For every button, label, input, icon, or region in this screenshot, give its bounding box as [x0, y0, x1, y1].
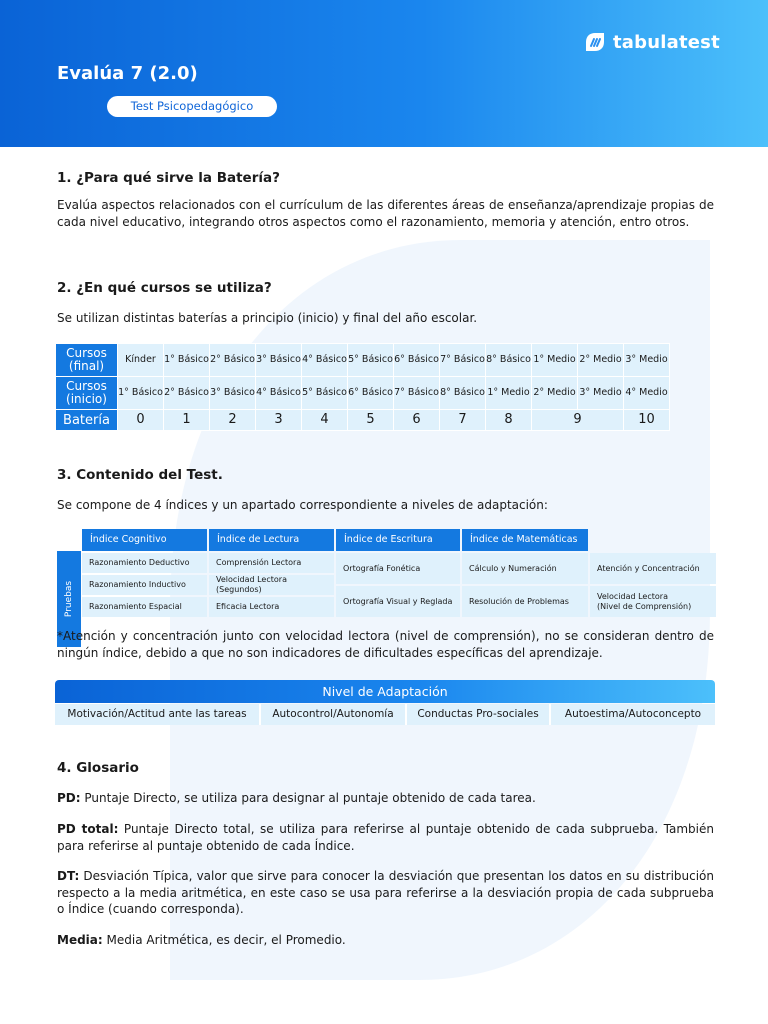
course-cell: 1° Medio [486, 377, 532, 410]
course-cell: 3° Medio [578, 377, 624, 410]
course-cell: 4° Medio [624, 377, 670, 410]
table-cell: Velocidad Lectora (Segundos) [209, 575, 334, 595]
glossary-definition: Puntaje Directo, se utiliza para designar al puntaje obtenido de cada tarea. [80, 791, 536, 805]
battery-cell: 9 [532, 410, 624, 431]
course-cell: 8° Básico [440, 377, 486, 410]
glossary-definition: Puntaje Directo total, se utiliza para referirse al puntaje obtenido de cada subprueba. También para referirse al puntaje obtenido de cada Índice. [57, 822, 715, 853]
battery-cell: 10 [624, 410, 670, 431]
course-cell: 2° Básico [164, 377, 210, 410]
adaptation-cell: Autoestima/Autoconcepto [551, 704, 715, 725]
table-cell: Atención y Concentración [590, 553, 716, 584]
section-2-heading: 2. ¿En qué cursos se utiliza? [57, 280, 272, 296]
section-3-text: Se compone de 4 índices y un apartado correspondiente a niveles de adaptación: [57, 498, 548, 512]
table-cell: Razonamiento Inductivo [82, 575, 207, 595]
table-cell: Resolución de Problemas [462, 586, 588, 617]
course-cell: 1° Básico [164, 344, 210, 377]
row-label-inicio: Cursos (inicio) [56, 377, 118, 410]
table-cell: Comprensión Lectora [209, 553, 334, 573]
row-label-final: Cursos (final) [56, 344, 118, 377]
glossary-term: Media: [57, 933, 103, 947]
col-indice-escritura: Índice de Escritura [336, 529, 460, 551]
section-2-text: Se utilizan distintas baterías a principio (inicio) y final del año escolar. [57, 311, 478, 325]
course-cell: 1° Básico [118, 377, 164, 410]
battery-cell: 6 [394, 410, 440, 431]
course-cell: 2° Básico [210, 344, 256, 377]
page-header [0, 0, 768, 147]
section-1-text: Evalúa aspectos relacionados con el currículum de las diferentes áreas de enseñanza/aprendizaje propias de cada nivel educativo, integrando otros aspectos como el razonamiento, memoria y atención, entro otros. [57, 198, 714, 229]
courses-table [55, 343, 670, 431]
battery-cell: 8 [486, 410, 532, 431]
glossary-definition: Media Aritmética, es decir, el Promedio. [102, 933, 346, 947]
table-cell: Razonamiento Espacial [82, 597, 207, 617]
glossary-term: PD total: [57, 822, 119, 836]
col-indice-matematicas: Índice de Matemáticas [462, 529, 588, 551]
col-indice-lectura: Índice de Lectura [209, 529, 334, 551]
table-row-inicio [56, 377, 670, 410]
glossary-item [57, 868, 714, 918]
brand-logo [583, 30, 720, 54]
course-cell: 2° Medio [578, 344, 624, 377]
course-cell: 6° Básico [394, 344, 440, 377]
adaptation-cell: Conductas Pro-sociales [407, 704, 551, 725]
section-3-heading: 3. Contenido del Test. [57, 467, 223, 483]
tabulatest-logo-icon [583, 30, 607, 54]
table-cell: Ortografía Fonética [336, 553, 460, 584]
section-1-heading: 1. ¿Para qué sirve la Batería? [57, 170, 280, 186]
adaptation-title: Nivel de Adaptación [55, 680, 715, 703]
table-cell: Cálculo y Numeración [462, 553, 588, 584]
glossary-definition: Desviación Típica, valor que sirve para conocer la desviación que presentan los datos en su distribución respecto a la media aritmética, en este caso se usa para referirse a la desviación propia de cada subprueba o Índice (cuando corresponda). [57, 869, 714, 916]
table-row-bateria [56, 410, 670, 431]
battery-cell: 2 [210, 410, 256, 431]
table-cell [590, 586, 716, 617]
course-cell: 3° Medio [624, 344, 670, 377]
col-indice-cognitivo: Índice Cognitivo [82, 529, 207, 551]
table-row-final [56, 344, 670, 377]
course-cell: 4° Básico [256, 377, 302, 410]
table-cell: Ortografía Visual y Reglada [336, 586, 460, 617]
section-3-note: *Atención y concentración junto con velocidad lectora (nivel de comprensión), no se consideran dentro de ningún índice, debido a que no son indicadores de dificultades específicas del aprendizaje. [57, 629, 714, 660]
battery-cell: 1 [164, 410, 210, 431]
course-cell: 5° Básico [348, 344, 394, 377]
glossary-term: DT: [57, 869, 80, 883]
course-cell: 5° Básico [302, 377, 348, 410]
glossary-term: PD: [57, 791, 81, 805]
battery-cell: 7 [440, 410, 486, 431]
battery-cell: 4 [302, 410, 348, 431]
glossary-item [57, 821, 714, 854]
course-cell: 3° Básico [256, 344, 302, 377]
adaptation-cell: Motivación/Actitud ante las tareas [55, 704, 261, 725]
table-cell: Eficacia Lectora [209, 597, 334, 617]
adaptation-cell: Autocontrol/Autonomía [261, 704, 407, 725]
page-title: Evalúa 7 (2.0) [57, 63, 198, 84]
table-cell: Razonamiento Deductivo [82, 553, 207, 573]
course-cell: 2° Medio [532, 377, 578, 410]
brand-name: tabulatest [613, 31, 720, 53]
course-cell: 7° Básico [394, 377, 440, 410]
category-badge: Test Psicopedagógico [107, 96, 277, 117]
course-cell: 3° Básico [210, 377, 256, 410]
glossary-item [57, 932, 714, 949]
section-4-heading: 4. Glosario [57, 760, 139, 776]
course-cell: Kínder [118, 344, 164, 377]
adaptation-row [55, 704, 715, 725]
battery-cell: 5 [348, 410, 394, 431]
course-cell: 8° Básico [486, 344, 532, 377]
glossary-item [57, 790, 714, 807]
pruebas-side-label: Pruebas [57, 551, 81, 647]
course-cell: 6° Básico [348, 377, 394, 410]
course-cell: 7° Básico [440, 344, 486, 377]
cell-line: Velocidad Lectora [597, 591, 668, 601]
course-cell: 4° Básico [302, 344, 348, 377]
row-label-bateria: Batería [56, 410, 118, 431]
battery-cell: 3 [256, 410, 302, 431]
cell-line: (Nivel de Comprensión) [597, 601, 692, 611]
battery-cell: 0 [118, 410, 164, 431]
course-cell: 1° Medio [532, 344, 578, 377]
